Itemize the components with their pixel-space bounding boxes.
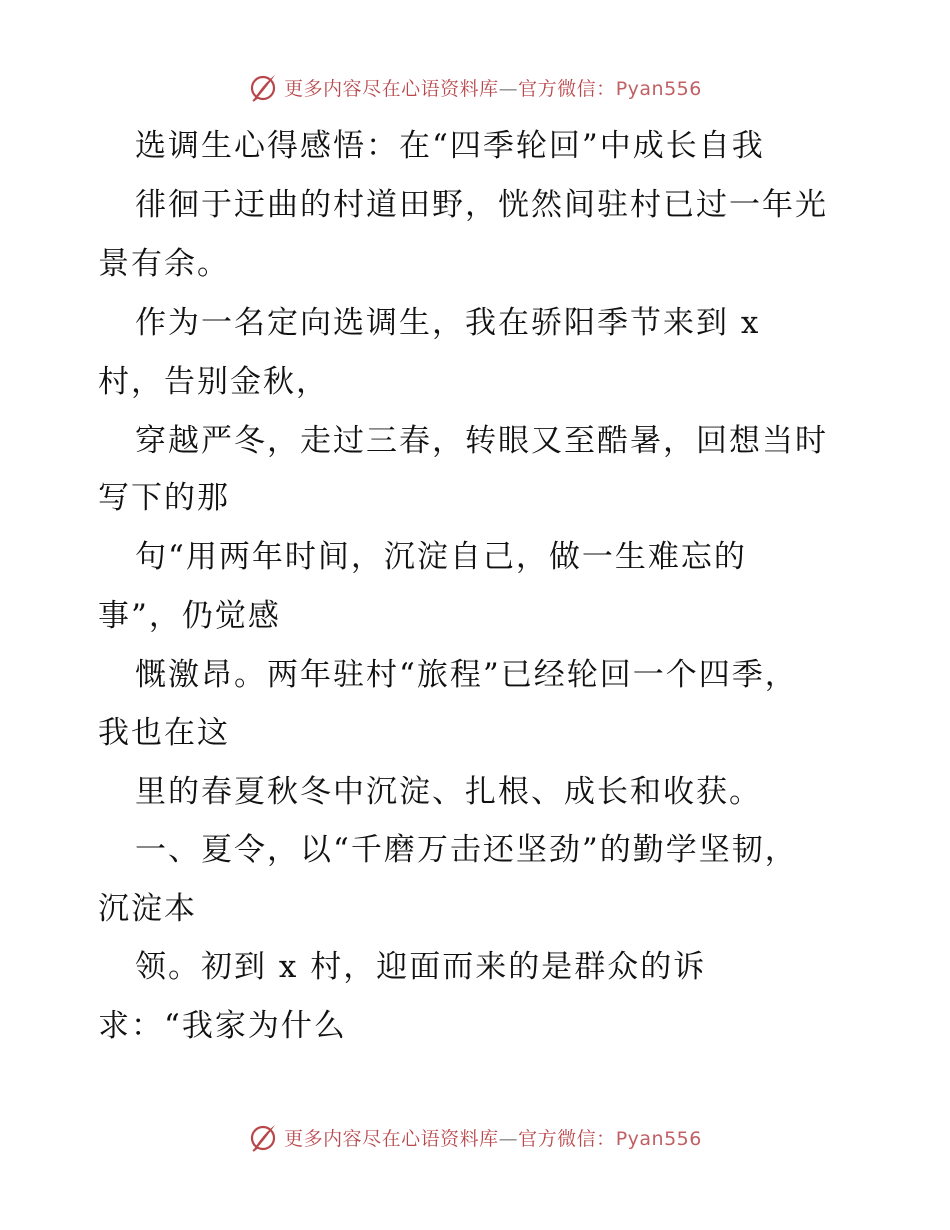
document-title: 选调生心得感悟：在“四季轮回”中成长自我 [135,128,765,164]
footer-brand-text [284,1124,702,1151]
paragraph-line: 作为一名定向选调生，我在骄阳季节来到 x [135,305,761,341]
paragraph-line: 句“用两年时间，沉淀自己，做一生难忘的 [135,539,747,575]
header-brand-name: 更多内容尽在心语资料库 [284,77,499,100]
footer-brand-name: 更多内容尽在心语资料库 [284,1127,499,1150]
paragraph-line: 景有余。 [98,246,230,282]
feather-pen-seal-icon [248,1122,278,1152]
header-separator: — [498,77,519,100]
paragraph-line: 徘徊于迂曲的村道田野，恍然间驻村已过一年光 [135,187,828,223]
footer-banner [0,1122,950,1152]
paragraph-line: 事”，仍觉感 [98,598,281,634]
paragraph-line: 我也在这 [98,715,230,751]
header-wechat-label: 官方微信： [518,77,616,100]
paragraph-line: 求：“我家为什么 [98,1008,347,1044]
footer-wechat-label: 官方微信： [518,1127,616,1150]
paragraph-line: 慨激昂。两年驻村“旅程”已经轮回一个四季， [135,657,798,693]
paragraph-line: 领。初到 x 村，迎面而来的是群众的诉 [135,949,707,985]
paragraph-line: 沉淀本 [98,891,197,927]
paragraph-line: 里的春夏秋冬中沉淀、扎根、成长和收获。 [135,774,762,810]
paragraph-line: 写下的那 [98,480,230,516]
section-heading-line: 一、夏令，以“千磨万击还坚劲”的勤学坚韧， [135,832,798,868]
header-wechat-id: Pyan556 [615,77,702,100]
paragraph-line: 穿越严冬，走过三春，转眼又至酷暑，回想当时 [135,423,828,459]
paragraph-line: 村，告别金秋， [98,364,329,400]
footer-wechat-id: Pyan556 [615,1127,702,1150]
footer-separator: — [498,1127,519,1150]
